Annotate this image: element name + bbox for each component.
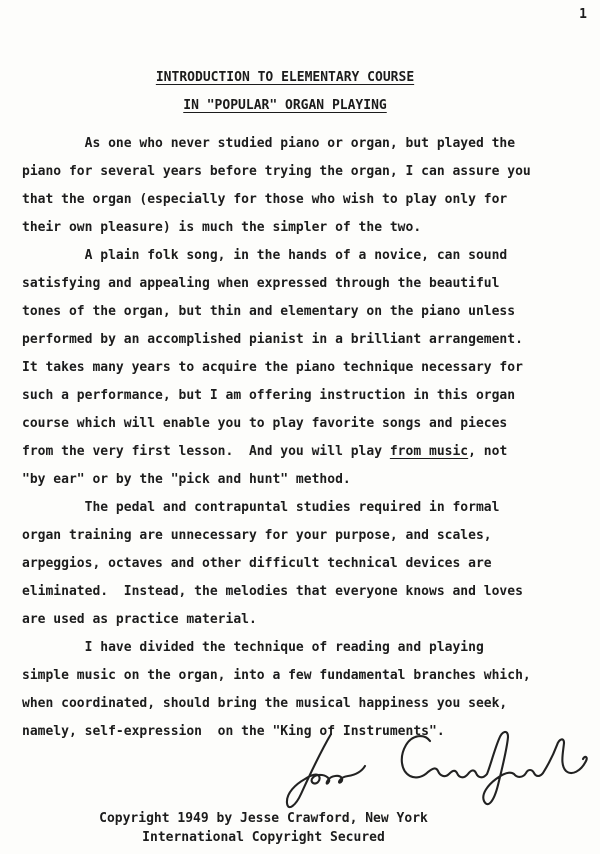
text-segment: It takes many years to acquire the piano technique necessary for [22,360,523,375]
copyright-line-1: Copyright 1949 by Jesse Crawford, New York [99,811,428,826]
text-segment: are used as practice material. [22,612,257,627]
text-segment: when coordinated, should bring the musical happiness you seek, [22,696,508,711]
text-line [22,270,578,298]
text-line [22,550,578,578]
title-line-1: INTRODUCTION TO ELEMENTARY COURSE [155,70,415,85]
text-segment: As one who never studied piano or organ, but played the [22,136,516,151]
text-segment: performed by an accomplished pianist in a brilliant arrangement. [22,332,523,347]
text-segment: their own pleasure) is much the simpler of the two. [22,220,422,235]
text-segment: simple music on the organ, into a few fundamental branches which, [22,668,531,683]
text-segment: such a performance, but I am offering instruction in this organ [22,388,516,403]
signature-stroke-crawford [402,732,587,804]
text-line [22,466,578,494]
text-segment: from the very first lesson. And you will play [22,444,390,459]
text-line [22,158,578,186]
text-segment: tones of the organ, but thin and elementary on the piano unless [22,304,516,319]
text-line [22,298,578,326]
text-segment: "by ear" or by the "pick and hunt" method. [22,472,351,487]
text-segment: A plain folk song, in the hands of a novice, can sound [22,248,508,263]
text-line [22,242,578,270]
text-segment: eliminated. Instead, the melodies that everyone knows and loves [22,584,523,599]
text-line [22,690,578,718]
signature-jesse-crawford [281,728,591,813]
text-segment: course which will enable you to play favorite songs and pieces [22,416,508,431]
text-segment: piano for several years before trying the organ, I can assure you [22,164,531,179]
text-line [22,578,578,606]
copyright-line-2: International Copyright Secured [142,830,385,845]
text-segment: , not [468,444,508,459]
text-segment: arpeggios, octaves and other difficult technical devices are [22,556,492,571]
signature-stroke-jesse [287,734,365,807]
text-segment: satisfying and appealing when expressed through the beautiful [22,276,500,291]
text-line [22,410,578,438]
text-line [22,354,578,382]
text-line [22,382,578,410]
document-title [0,64,570,120]
text-segment: The pedal and contrapuntal studies required in formal [22,500,500,515]
text-line [22,186,578,214]
text-line [22,662,578,690]
text-line [22,130,578,158]
text-line [22,438,578,466]
copyright-block [0,809,527,847]
text-segment: organ training are unnecessary for your purpose, and scales, [22,528,492,543]
page-number: 1 [579,7,587,22]
text-line [22,606,578,634]
text-segment: that the organ (especially for those who wish to play only for [22,192,508,207]
text-line [22,634,578,662]
text-segment: I have divided the technique of reading and playing [22,640,484,655]
text-line [22,522,578,550]
text-line [22,494,578,522]
text-line [22,214,578,242]
text-segment: namely, self-expression on the "King of Instruments". [22,724,445,739]
underlined-text: from music [389,444,469,459]
title-line-2: IN "POPULAR" ORGAN PLAYING [183,98,387,113]
text-line [22,326,578,354]
document-body [22,130,578,746]
